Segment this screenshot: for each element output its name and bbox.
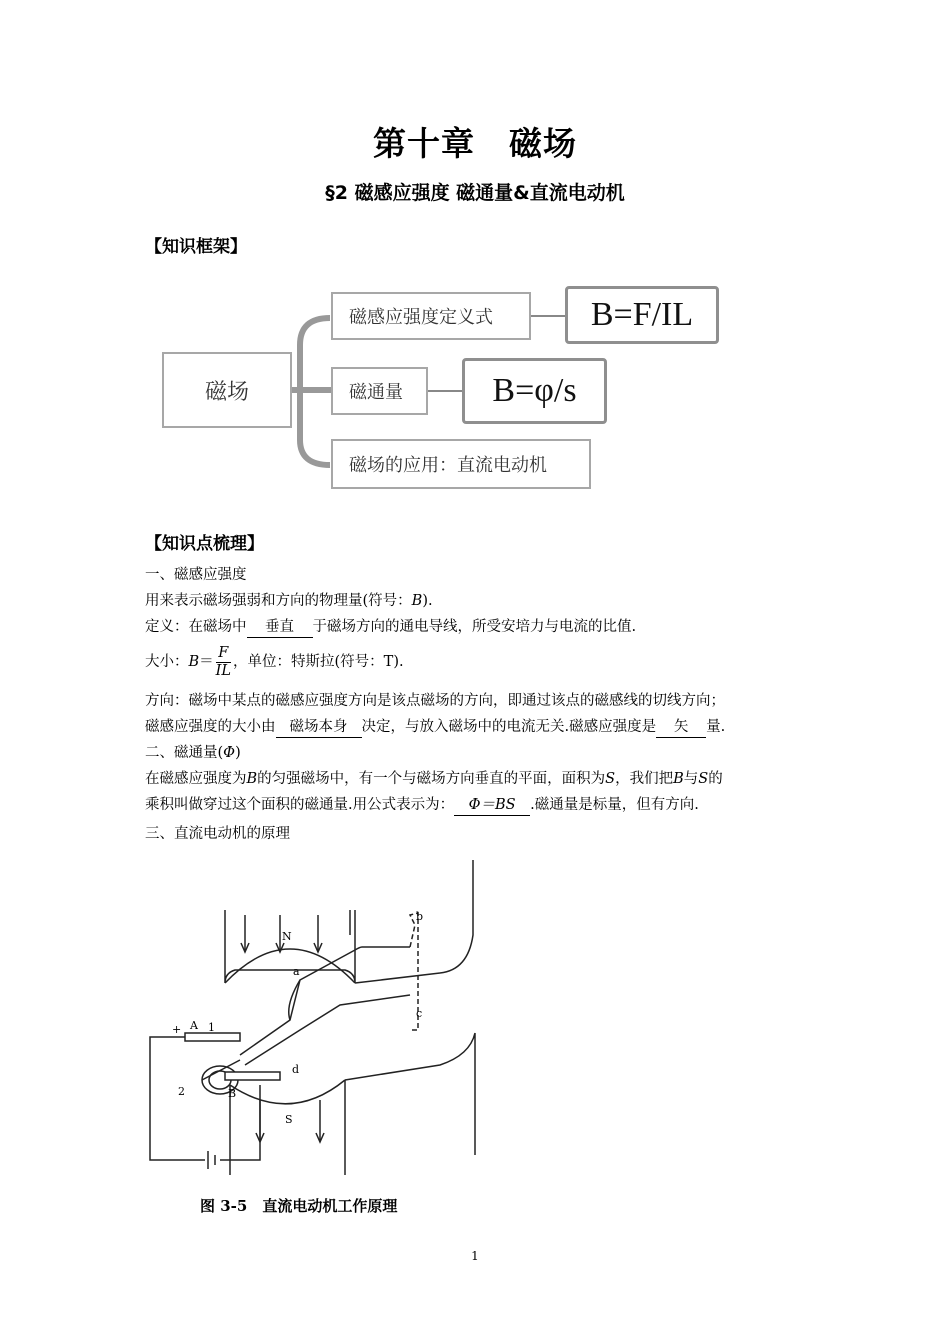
label-a: a	[293, 965, 300, 978]
blank-field-itself: 磁场本身	[276, 717, 362, 738]
mindmap-formula-b: B=F/IL	[565, 286, 719, 344]
mindmap-node-application: 磁场的应用：直流电动机	[331, 439, 591, 489]
blank-vector: 矢	[656, 717, 706, 738]
blank-flux-formula: Φ＝BS	[454, 795, 530, 816]
s2-heading: 二、磁通量(Φ)	[145, 745, 241, 761]
label-c: c	[416, 1007, 423, 1020]
label-s: S	[285, 1113, 293, 1126]
mind-map	[0, 0, 950, 520]
s1-definition: 定义：在磁场中 垂直 于磁场方向的通电导线，所受安培力与电流的比值.	[145, 617, 636, 638]
motor-diagram-drawing	[140, 855, 500, 1180]
label-b: b	[416, 910, 424, 923]
motor-diagram	[140, 855, 500, 1180]
s1-magnitude-source: 磁感应强度的大小由 磁场本身 决定，与放入磁场中的电流无关.磁感应强度是 矢 量.	[145, 717, 725, 738]
s3-heading: 三、直流电动机的原理	[145, 826, 290, 842]
s2-line1: 在磁感应强度为B的匀强磁场中，有一个与磁场方向垂直的平面，面积为S，我们把B与S的	[145, 771, 723, 787]
figure-caption: 图 3-5 直流电动机工作原理	[200, 1197, 398, 1215]
mindmap-root: 磁场	[162, 352, 292, 428]
label-2: 2	[178, 1085, 185, 1098]
points-heading: 【知识点梳理】	[145, 534, 264, 554]
label-d: d	[292, 1063, 300, 1076]
s1-line1: 用来表示磁场强弱和方向的物理量(符号：B).	[145, 593, 433, 609]
s2-line2: 乘积叫做穿过这个面积的磁通量.用公式表示为： Φ＝BS .磁通量是标量，但有方向.	[145, 795, 699, 816]
chapter-title: 第十章 磁场	[373, 124, 577, 163]
s1-magnitude: 大小：B＝ $\frac{F}{IL}$ ，单位：特斯拉(符号：T).	[145, 644, 404, 679]
label-1: 1	[208, 1021, 215, 1034]
page-number: 1	[471, 1249, 479, 1263]
s1-direction: 方向：磁场中某点的磁感应强度方向是该点磁场的方向，即通过该点的磁感线的切线方向；	[145, 693, 725, 709]
mindmap-node-flux: 磁通量	[331, 367, 428, 415]
s1-heading: 一、磁感应强度	[145, 567, 247, 583]
fraction-f-over-il: $\frac{F}{IL}$	[215, 644, 232, 679]
label-n: N	[282, 930, 292, 943]
section-title: §2 磁感应强度 磁通量&直流电动机	[325, 182, 625, 204]
framework-heading: 【知识框架】	[145, 237, 247, 257]
mindmap-node-definition: 磁感应强度定义式	[331, 292, 531, 340]
label-plus: +	[172, 1023, 182, 1036]
mindmap-formula-flux: B=φ/s	[462, 358, 607, 424]
label-brush-b: B	[228, 1087, 237, 1100]
label-brush-a: A	[190, 1019, 198, 1032]
blank-perpendicular: 垂直	[247, 617, 313, 638]
